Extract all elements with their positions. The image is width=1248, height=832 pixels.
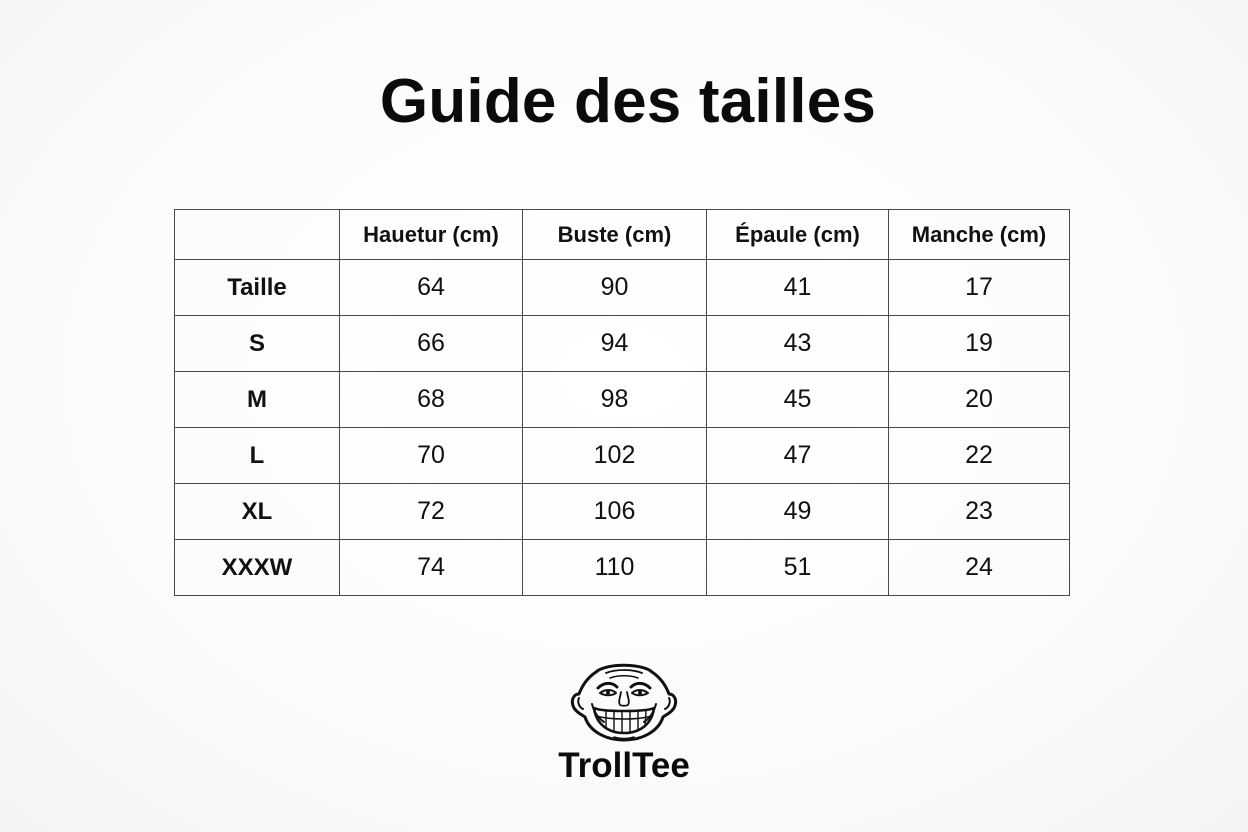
brand-block <box>0 660 1248 786</box>
header-cell-empty <box>175 210 340 260</box>
table-cell: 23 <box>889 484 1070 540</box>
header-cell-hauteur: Hauetur (cm) <box>340 210 523 260</box>
size-chart-table <box>174 209 1070 596</box>
table-cell: 24 <box>889 540 1070 596</box>
header-cell-buste: Buste (cm) <box>523 210 707 260</box>
row-label: M <box>175 372 340 428</box>
header-cell-manche: Manche (cm) <box>889 210 1070 260</box>
row-label: S <box>175 316 340 372</box>
table-cell: 47 <box>707 428 889 484</box>
table-cell: 98 <box>523 372 707 428</box>
table-cell: 20 <box>889 372 1070 428</box>
row-label: XXXW <box>175 540 340 596</box>
row-label: XL <box>175 484 340 540</box>
table-cell: 70 <box>340 428 523 484</box>
table-cell: 41 <box>707 260 889 316</box>
table-row <box>175 372 1070 428</box>
table-row <box>175 260 1070 316</box>
page-title: Guide des tailles <box>379 67 877 136</box>
table-cell: 66 <box>340 316 523 372</box>
table-cell: 72 <box>340 484 523 540</box>
table-cell: 74 <box>340 540 523 596</box>
table-header-row <box>175 210 1070 260</box>
table-row <box>175 316 1070 372</box>
table-cell: 19 <box>889 316 1070 372</box>
header-cell-epaule: Épaule (cm) <box>707 210 889 260</box>
table-cell: 49 <box>707 484 889 540</box>
row-label: Taille <box>175 260 340 316</box>
table-row <box>175 540 1070 596</box>
row-label: L <box>175 428 340 484</box>
table-cell: 51 <box>707 540 889 596</box>
table-cell: 102 <box>523 428 707 484</box>
troll-face-icon <box>566 660 682 744</box>
table-cell: 43 <box>707 316 889 372</box>
brand-name: TrollTee <box>558 746 690 785</box>
table-cell: 64 <box>340 260 523 316</box>
table-cell: 22 <box>889 428 1070 484</box>
table-cell: 94 <box>523 316 707 372</box>
table-cell: 68 <box>340 372 523 428</box>
table-cell: 17 <box>889 260 1070 316</box>
table-row <box>175 428 1070 484</box>
table-row <box>175 484 1070 540</box>
table-cell: 90 <box>523 260 707 316</box>
table-cell: 106 <box>523 484 707 540</box>
table-cell: 45 <box>707 372 889 428</box>
table-cell: 110 <box>523 540 707 596</box>
